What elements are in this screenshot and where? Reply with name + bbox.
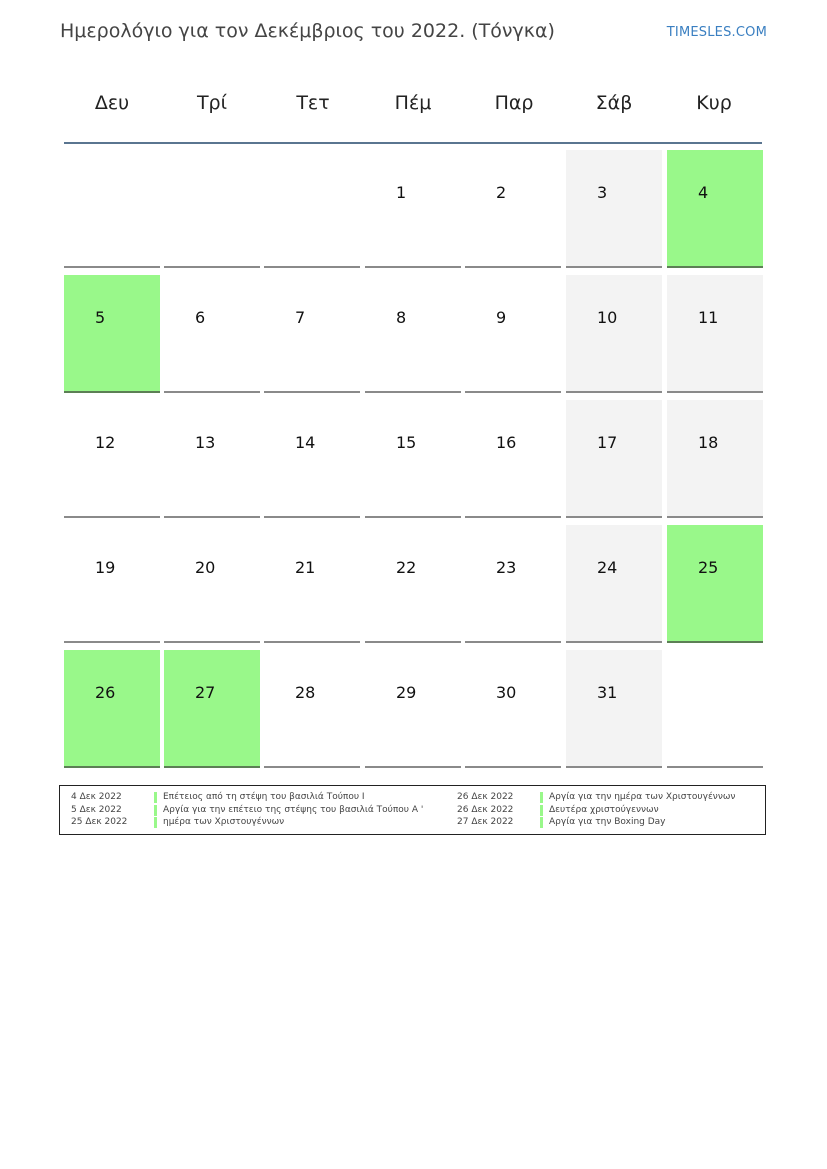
day-cell xyxy=(64,400,160,518)
weekday-label: Δευ xyxy=(94,92,130,114)
legend-date: 26 Δεκ 2022 xyxy=(457,805,514,815)
day-cell xyxy=(365,650,461,768)
legend-color-marker xyxy=(154,817,157,828)
day-cell xyxy=(566,650,662,768)
day-cell xyxy=(566,275,662,393)
weekday-label: Παρ xyxy=(494,92,534,114)
day-number: 28 xyxy=(295,683,316,702)
day-cell xyxy=(465,400,561,518)
legend-color-marker xyxy=(154,792,157,803)
day-cell xyxy=(465,650,561,768)
day-cell xyxy=(465,275,561,393)
day-number: 3 xyxy=(597,183,608,202)
empty-day-cell xyxy=(264,150,360,268)
day-cell xyxy=(365,400,461,518)
day-cell xyxy=(64,275,160,393)
legend-holiday-name: Δευτέρα χριστούγεννων xyxy=(549,805,659,815)
day-number: 17 xyxy=(597,433,618,452)
legend-date: 4 Δεκ 2022 xyxy=(71,792,122,802)
day-number: 18 xyxy=(698,433,719,452)
day-cell xyxy=(465,150,561,268)
day-number: 4 xyxy=(698,183,709,202)
day-number: 7 xyxy=(295,308,306,327)
day-cell xyxy=(164,525,260,643)
day-number: 2 xyxy=(496,183,507,202)
day-number: 14 xyxy=(295,433,316,452)
day-cell xyxy=(365,525,461,643)
day-cell xyxy=(164,650,260,768)
weekday-label: Πέμ xyxy=(394,92,432,114)
brand-link[interactable]: TIMESLES.COM xyxy=(666,25,767,40)
day-number: 26 xyxy=(95,683,116,702)
legend-date: 26 Δεκ 2022 xyxy=(457,792,514,802)
day-number: 22 xyxy=(396,558,417,577)
day-cell xyxy=(264,400,360,518)
legend-holiday-name: Επέτειος από τη στέψη του βασιλιά Τούπου I xyxy=(163,792,365,802)
weekday-label: Κυρ xyxy=(696,92,732,114)
day-cell xyxy=(64,650,160,768)
empty-day-cell xyxy=(64,150,160,268)
day-number: 8 xyxy=(396,308,407,327)
day-cell xyxy=(566,400,662,518)
day-cell xyxy=(667,400,763,518)
day-cell xyxy=(667,275,763,393)
legend-color-marker xyxy=(540,805,543,816)
legend-holiday-name: Αργία για την Boxing Day xyxy=(549,817,666,827)
day-number: 19 xyxy=(95,558,116,577)
day-number: 27 xyxy=(195,683,216,702)
legend-holiday-name: Αργία για την επέτειο της στέψης του βασιλιά Τούπου Α ' xyxy=(163,805,424,815)
legend-holiday-name: ημέρα των Χριστουγέννων xyxy=(163,817,285,827)
day-number: 10 xyxy=(597,308,618,327)
holiday-legend xyxy=(59,785,766,835)
day-number: 16 xyxy=(496,433,517,452)
legend-color-marker xyxy=(154,805,157,816)
day-number: 29 xyxy=(396,683,417,702)
day-number: 13 xyxy=(195,433,216,452)
empty-day-cell xyxy=(164,150,260,268)
day-cell xyxy=(566,525,662,643)
empty-day-cell xyxy=(667,650,763,768)
day-cell xyxy=(264,525,360,643)
day-cell xyxy=(164,275,260,393)
day-number: 20 xyxy=(195,558,216,577)
day-cell xyxy=(667,150,763,268)
day-number: 31 xyxy=(597,683,618,702)
day-number: 6 xyxy=(195,308,206,327)
day-number: 25 xyxy=(698,558,719,577)
header-divider xyxy=(64,142,762,144)
day-cell xyxy=(365,150,461,268)
weekday-label: Τετ xyxy=(296,92,330,114)
day-cell xyxy=(465,525,561,643)
legend-color-marker xyxy=(540,792,543,803)
day-number: 23 xyxy=(496,558,517,577)
weekday-header-row xyxy=(64,92,762,116)
day-number: 9 xyxy=(496,308,507,327)
day-cell xyxy=(264,650,360,768)
legend-holiday-name: Αργία για την ημέρα των Χριστουγέννων xyxy=(549,792,736,802)
day-cell xyxy=(64,525,160,643)
day-number: 21 xyxy=(295,558,316,577)
day-number: 12 xyxy=(95,433,116,452)
day-cell xyxy=(164,400,260,518)
page-title: Ημερολόγιο για τον Δεκέμβριος του 2022. (Τόνγκα) xyxy=(60,20,555,42)
day-cell xyxy=(566,150,662,268)
day-number: 15 xyxy=(396,433,417,452)
day-number: 11 xyxy=(698,308,719,327)
day-number: 1 xyxy=(396,183,407,202)
day-number: 5 xyxy=(95,308,106,327)
day-cell xyxy=(264,275,360,393)
legend-date: 25 Δεκ 2022 xyxy=(71,817,128,827)
legend-date: 27 Δεκ 2022 xyxy=(457,817,514,827)
legend-date: 5 Δεκ 2022 xyxy=(71,805,122,815)
day-cell xyxy=(667,525,763,643)
day-number: 24 xyxy=(597,558,618,577)
day-cell xyxy=(365,275,461,393)
weekday-label: Σάβ xyxy=(595,92,633,114)
day-number: 30 xyxy=(496,683,517,702)
weekday-label: Τρί xyxy=(196,92,228,114)
legend-color-marker xyxy=(540,817,543,828)
